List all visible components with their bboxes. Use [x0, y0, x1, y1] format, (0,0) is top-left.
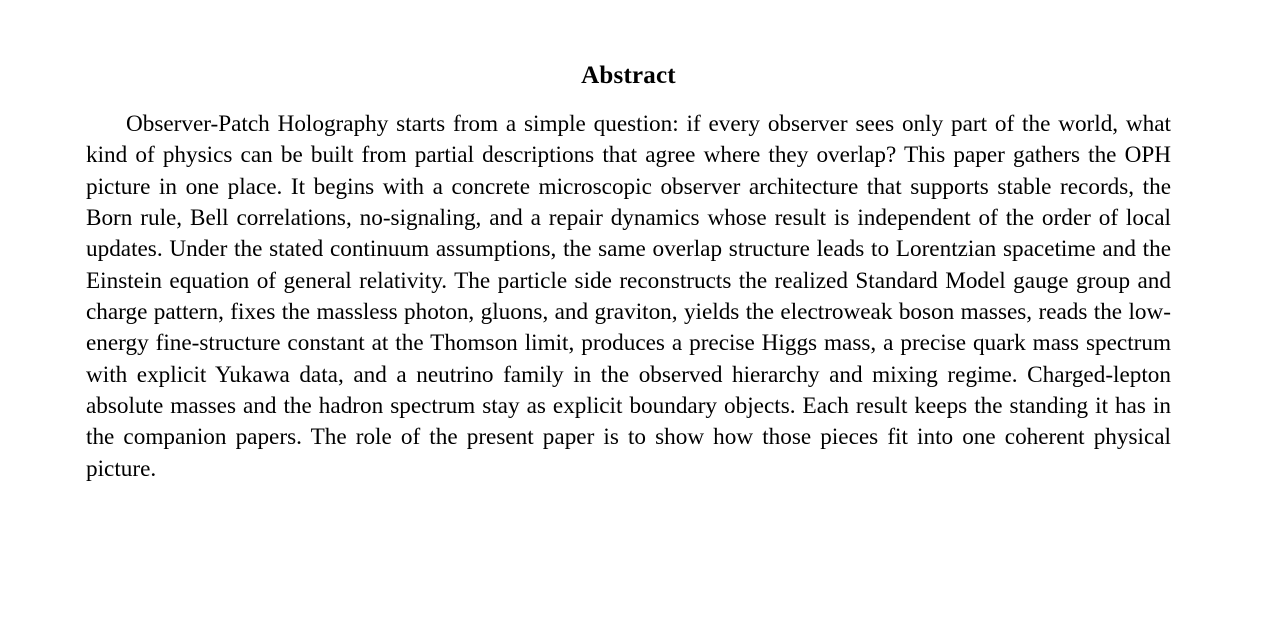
abstract-body-text: Observer-Patch Holography starts from a simple question: if every observer sees only part of the world, what kind of physics can be built from partial descriptions that agree where they overlap? This paper gathers the OPH picture in one place. It begins with a concrete microscopic observer architecture that supports stable records, the Born rule, Bell correlations, no-signaling, and a repair dynamics whose result is independent of the order of local updates. Under the stated continuum assumptions, the same overlap structure leads to Lorentzian spacetime and the Einstein equation of general relativity. The particle side reconstructs the realized Standard Model gauge group and charge pattern, fixes the massless photon, gluons, and graviton, yields the electroweak boson masses, reads the low-energy fine-structure constant at the Thomson limit, produces a precise Higgs mass, a precise quark mass spectrum with explicit Yukawa data, and a neutrino family in the observed hierarchy and mixing regime. Charged-lepton absolute masses and the hadron spectrum stay as explicit boundary objects. Each result keeps the standing it has in the companion papers. The role of the present paper is to show how those pieces fit into one coherent physical picture.: [86, 111, 1171, 482]
abstract-heading: Abstract: [581, 62, 676, 89]
abstract-section: [86, 0, 1171, 485]
